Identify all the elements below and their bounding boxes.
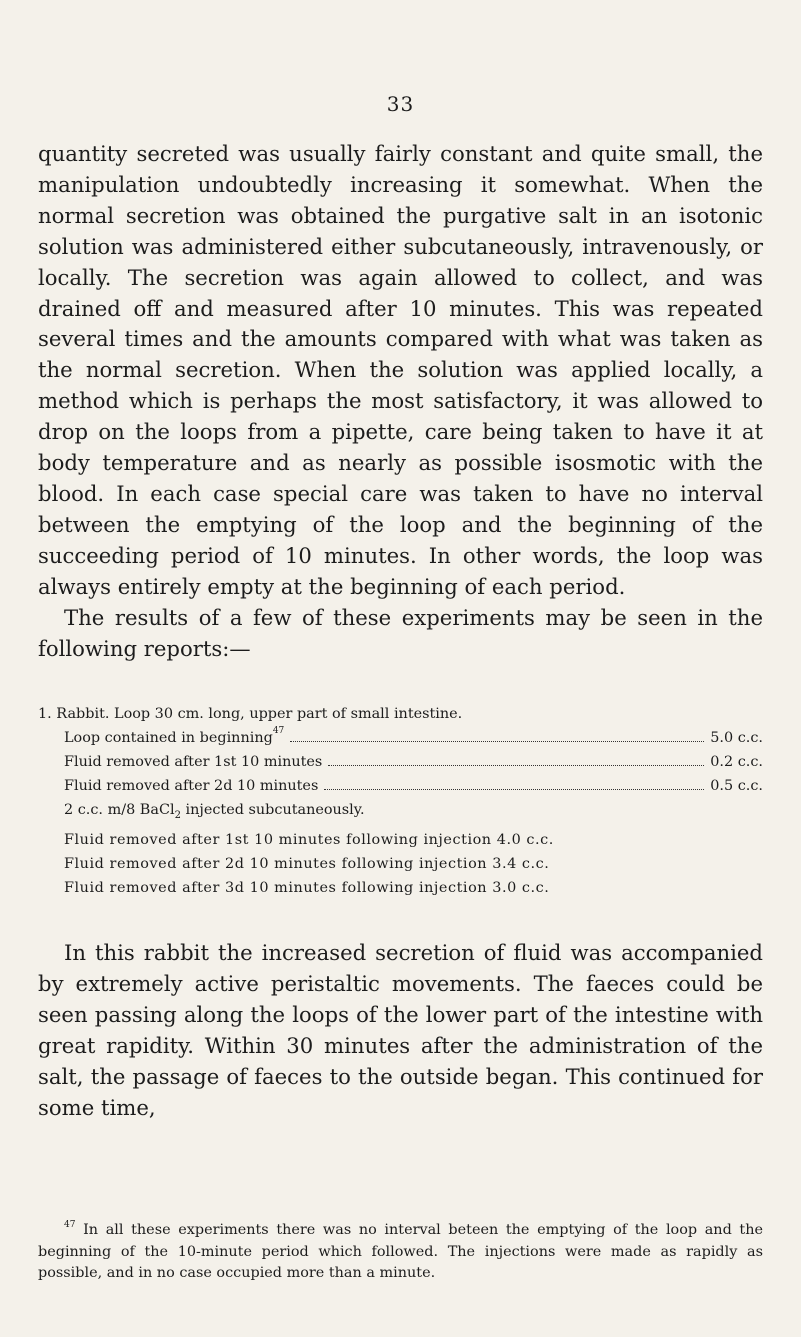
injection-heading: 2 c.c. m/8 BaCl$_2$ injected subcutaneously. bbox=[64, 802, 365, 821]
footnote-text: In all these experiments there was no interval beteen the emptying of the loop and the beginning of the 10-minute period which followed. The injections were made as rapidly as possible, and in no case occupied more than a minute. bbox=[38, 1222, 763, 1281]
injection-line: Fluid removed after 2d 10 minutes following injection 3.4 c.c. bbox=[64, 855, 550, 872]
report-heading: 1. Rabbit. Loop 30 cm. long, upper part of small intestine. bbox=[38, 706, 463, 722]
paragraph: The results of a few of these experiments may be seen in the following reports:— bbox=[38, 604, 763, 661]
experiment-report bbox=[38, 702, 763, 900]
leader-dots bbox=[324, 788, 704, 790]
report-label: Fluid removed after 1st 10 minutes bbox=[64, 754, 323, 770]
report-value: 5.0 c.c. bbox=[710, 730, 763, 746]
report-label: Loop contained in beginning$^{47}$ bbox=[64, 726, 285, 746]
report-line bbox=[64, 774, 763, 798]
footnote-ref: 47 bbox=[272, 726, 285, 736]
leader-dots bbox=[290, 740, 704, 742]
report-line bbox=[64, 750, 763, 774]
paragraph: In this rabbit the increased secretion of fluid was accompanied by extremely active peristaltic movements. The faeces could be seen passing along the loops of the lower part of the intestine with great rapidity. Within 30 minutes after the administration of the salt, the passage of faeces to the outside began. This continued for some time, bbox=[38, 940, 763, 1120]
report-label: Fluid removed after 2d 10 minutes bbox=[64, 778, 319, 794]
page-number: 33 bbox=[386, 92, 415, 116]
leader-dots bbox=[328, 764, 704, 766]
report-value: 0.5 c.c. bbox=[710, 778, 763, 794]
report-line bbox=[64, 726, 763, 750]
injection-line: Fluid removed after 3d 10 minutes following injection 3.0 c.c. bbox=[64, 879, 550, 896]
report-value: 0.2 c.c. bbox=[710, 754, 763, 770]
paragraph: quantity secreted was usually fairly constant and quite small, the manipulation undoubtedly increasing it somewhat. When the normal secretion was obtained the purgative salt in an isotonic solution was administered either subcutaneously, intravenously, or locally. The secretion was again allowed to collect, and was drained off and measured after 10 minutes. This was repeated several times and the amounts compared with what was taken as the normal secretion. When the solution was applied locally, a method which is perhaps the most satisfactory, it was allowed to drop on the loops from a pipette, care being taken to have it at body temperature and as nearly as possible isosmotic with the blood. In each case special care was taken to have no interval between the emptying of the loop and the beginning of the succeeding period of 10 minutes. In other words, the loop was always entirely empty at the beginning of each period. bbox=[38, 141, 763, 599]
footnote bbox=[38, 1220, 763, 1285]
body-text-upper bbox=[38, 139, 763, 664]
body-text-lower bbox=[38, 938, 763, 1123]
injection-line: Fluid removed after 1st 10 minutes following injection 4.0 c.c. bbox=[64, 831, 554, 848]
footnote-marker: 47 bbox=[64, 1220, 76, 1230]
